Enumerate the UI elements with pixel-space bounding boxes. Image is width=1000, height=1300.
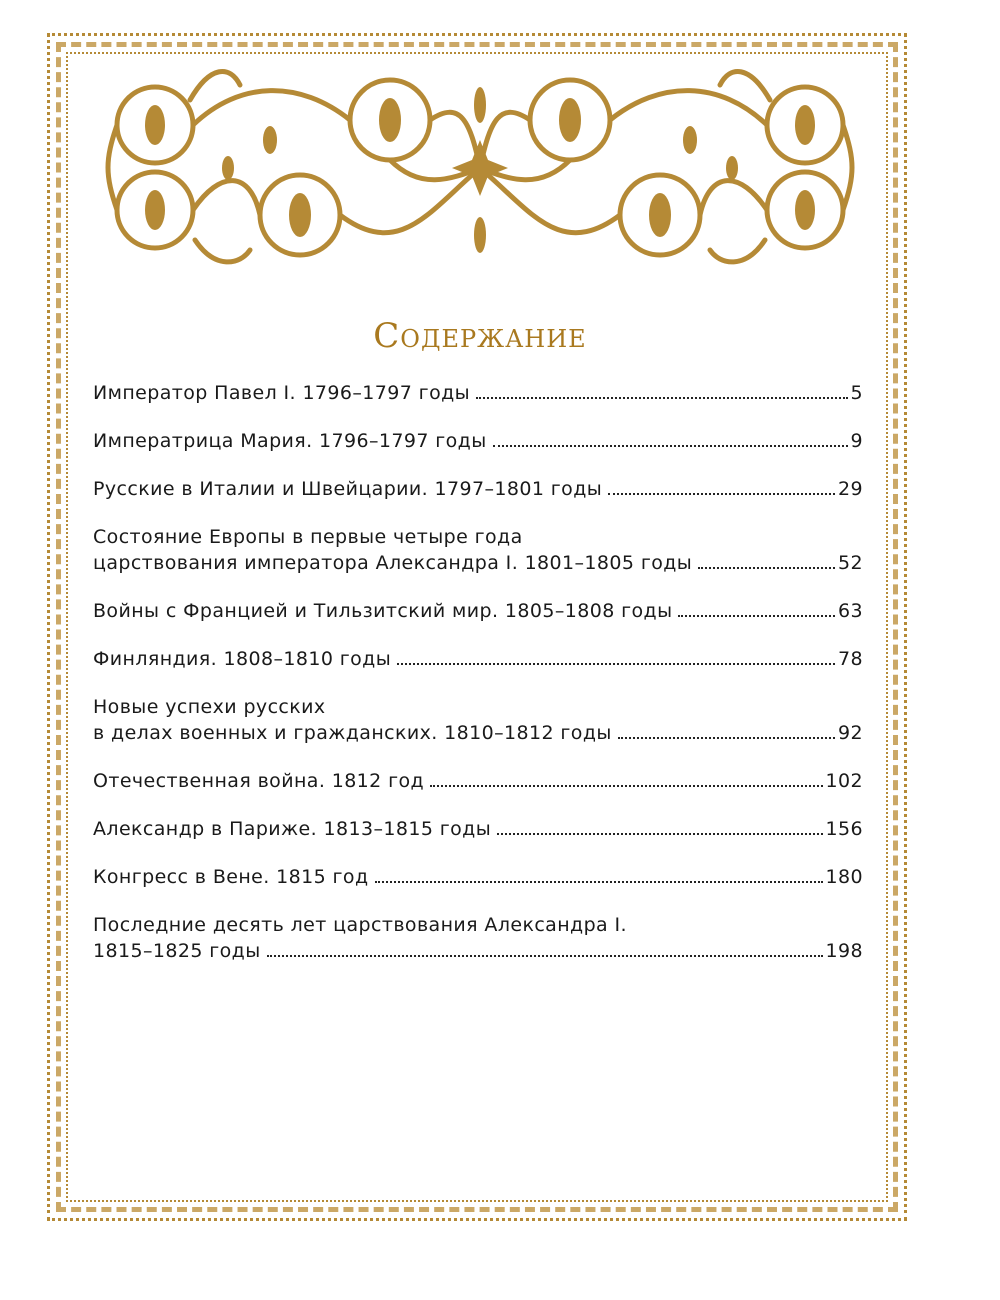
toc-page-number: 102 bbox=[825, 770, 863, 792]
table-of-contents bbox=[93, 380, 863, 986]
toc-entry-title: Отечественная война. 1812 год bbox=[93, 770, 425, 792]
toc-leader-dots bbox=[430, 785, 822, 787]
toc-page-number: 9 bbox=[850, 430, 863, 452]
toc-entry[interactable] bbox=[93, 598, 863, 624]
toc-leader-dots bbox=[618, 737, 835, 739]
header-ornament bbox=[100, 60, 860, 275]
toc-entry-title-line: Состояние Европы в первые четыре года bbox=[93, 526, 523, 548]
toc-leader-dots bbox=[497, 833, 822, 835]
toc-entry[interactable] bbox=[93, 380, 863, 406]
toc-leader-dots bbox=[397, 663, 835, 665]
toc-page-number: 156 bbox=[825, 818, 863, 840]
toc-entry-title: Русские в Италии и Швейцарии. 1797–1801 годы bbox=[93, 478, 603, 500]
toc-entry[interactable] bbox=[93, 816, 863, 842]
page-title: Содержание bbox=[373, 316, 587, 356]
toc-entry-title: Конгресс в Вене. 1815 год bbox=[93, 866, 369, 888]
toc-entry[interactable] bbox=[93, 864, 863, 890]
toc-page-number: 198 bbox=[825, 940, 863, 962]
toc-entry-title: Войны с Францией и Тильзитский мир. 1805–1808 годы bbox=[93, 600, 673, 622]
toc-entry[interactable] bbox=[93, 646, 863, 672]
toc-entry-title-line: Новые успехи русских bbox=[93, 696, 326, 718]
toc-entry-title: 1815–1825 годы bbox=[93, 940, 261, 962]
toc-leader-dots bbox=[267, 955, 823, 957]
toc-entry-title: Финляндия. 1808–1810 годы bbox=[93, 648, 392, 670]
toc-entry[interactable] bbox=[93, 428, 863, 454]
toc-page-number: 92 bbox=[838, 722, 863, 744]
toc-leader-dots bbox=[698, 567, 835, 569]
toc-leader-dots bbox=[375, 881, 823, 883]
toc-entry[interactable] bbox=[93, 768, 863, 794]
toc-entry-title: Император Павел I. 1796–1797 годы bbox=[93, 382, 471, 404]
toc-entry-title-line: Последние десять лет царствования Александра I. bbox=[93, 914, 627, 936]
toc-page-number: 29 bbox=[838, 478, 863, 500]
toc-leader-dots bbox=[608, 493, 835, 495]
toc-entry[interactable] bbox=[93, 694, 863, 746]
toc-entry[interactable] bbox=[93, 476, 863, 502]
toc-entry[interactable] bbox=[93, 912, 863, 964]
toc-entry-title: Александр в Париже. 1813–1815 годы bbox=[93, 818, 492, 840]
toc-entry[interactable] bbox=[93, 524, 863, 576]
toc-page-number: 5 bbox=[850, 382, 863, 404]
toc-page-number: 63 bbox=[838, 600, 863, 622]
toc-page-number: 78 bbox=[838, 648, 863, 670]
toc-leader-dots bbox=[678, 615, 835, 617]
toc-entry-title: Императрица Мария. 1796–1797 годы bbox=[93, 430, 487, 452]
toc-entry-title: в делах военных и гражданских. 1810–1812 годы bbox=[93, 722, 612, 744]
toc-entry-title: царствования императора Александра I. 1801–1805 годы bbox=[93, 552, 693, 574]
toc-leader-dots bbox=[476, 397, 847, 399]
toc-leader-dots bbox=[493, 445, 848, 447]
toc-page-number: 52 bbox=[838, 552, 863, 574]
toc-page-number: 180 bbox=[825, 866, 863, 888]
